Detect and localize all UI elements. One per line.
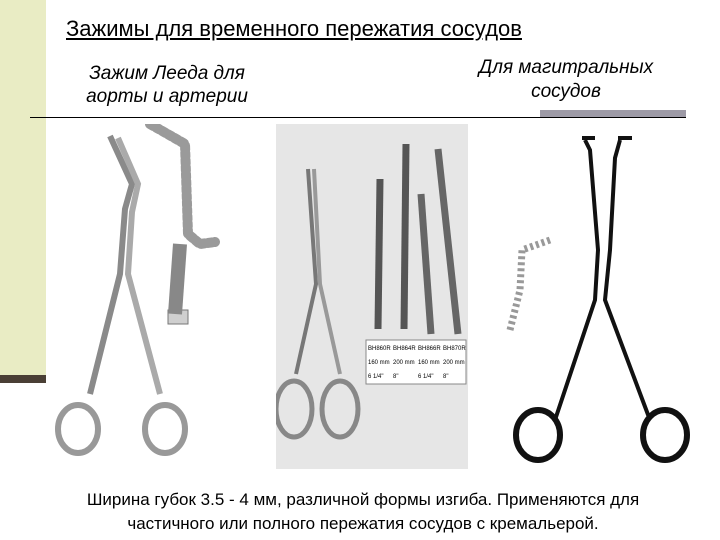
decorative-side-bar-dark	[0, 375, 46, 383]
divider-line	[30, 117, 686, 118]
subtitle-left-line2: аорты и артерии	[86, 86, 248, 107]
slide-title: Зажимы для временного пережатия сосудов	[66, 16, 522, 41]
table-inch-3: 6 1/4"	[418, 374, 434, 380]
footer-line1: Ширина губок 3.5 - 4 мм, различной формы изгиба. Применяются для	[86, 490, 640, 509]
vascular-clamps-photo	[276, 124, 468, 469]
footer-text	[28, 488, 698, 536]
table-inch-4: 8"	[443, 374, 449, 380]
table-inch-2: 8"	[393, 374, 399, 380]
table-code-2: BH864R	[393, 346, 416, 352]
table-length-1: 160 mm	[368, 360, 390, 366]
table-length-3: 160 mm	[418, 360, 440, 366]
table-code-4: BH870R	[443, 346, 466, 352]
subtitle-left-line1: Зажим Лееда для	[89, 63, 245, 84]
subtitle-right	[446, 56, 686, 104]
table-length-2: 200 mm	[393, 360, 415, 366]
table-code-1: BH860R	[368, 346, 391, 352]
table-length-4: 200 mm	[443, 360, 465, 366]
table-code-3: BH866R	[418, 346, 441, 352]
subtitle-left	[62, 62, 272, 108]
leed-clamp-photo	[50, 124, 250, 474]
decorative-side-bar	[0, 0, 46, 380]
table-inch-1: 6 1/4"	[368, 374, 384, 380]
aortic-clamp-photo	[500, 130, 700, 465]
footer-line2: частичного или полного пережатия сосудов с кремальерой.	[127, 514, 599, 533]
subtitle-right-line2: сосудов	[531, 81, 601, 102]
subtitle-right-line1: Для магитральных	[478, 57, 654, 78]
